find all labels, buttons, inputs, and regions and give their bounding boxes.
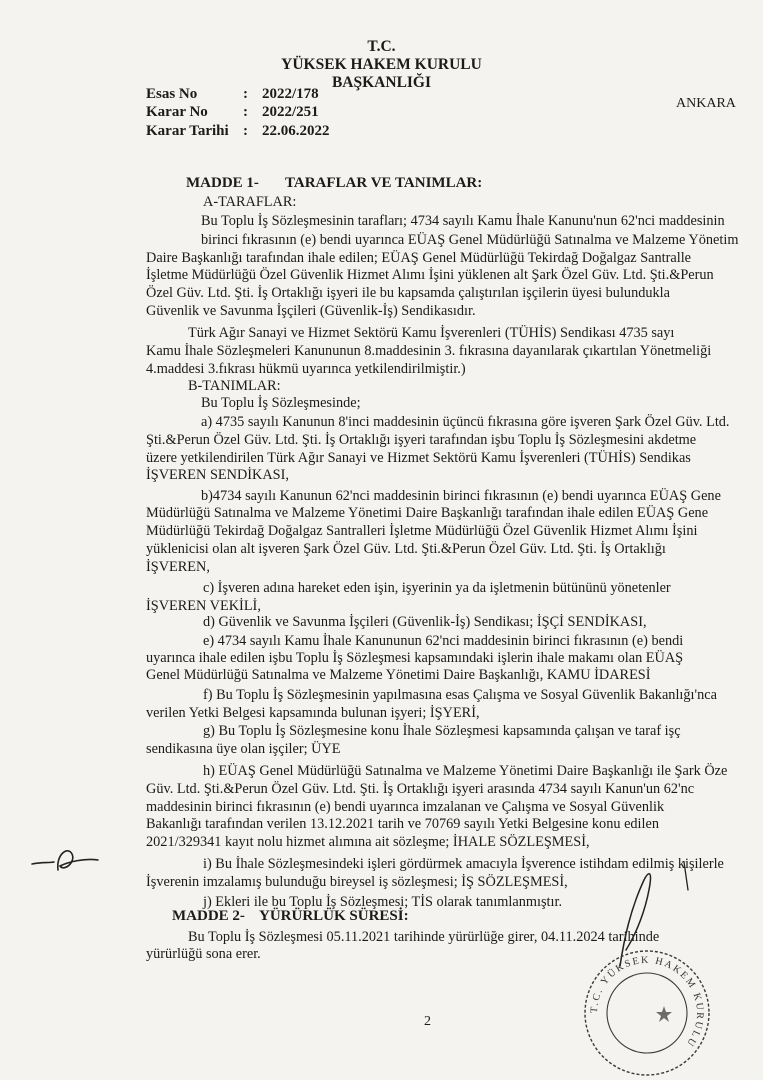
tarih-sep: : [243, 123, 248, 139]
body-line: verilen Yetki Belgesi kapsamında bulunan işyeri; İŞYERİ, [146, 705, 480, 721]
body-line: Şti.&Perun Özel Güv. Ltd. Şti. İş Ortaklığı işyeri tarafından işbu Toplu İş Sözleşmesini akdetme [146, 432, 697, 448]
madde1-title: TARAFLAR VE TANIMLAR: [285, 175, 483, 191]
city: ANKARA [676, 96, 736, 111]
body-line: 2021/329341 kayıt nolu hizmet alımına ait sözleşme; İHALE SÖZLEŞMESİ, [146, 834, 590, 850]
body-line: j) Ekleri ile bu Toplu İş Sözleşmesi; TİS olarak tanımlanmıştır. [203, 894, 563, 910]
tarih-label: Karar Tarihi [146, 123, 229, 139]
body-line: e) 4734 sayılı Kamu İhale Kanununun 62'nci maddesinin birinci fıkrasının (e) bendi [203, 633, 684, 649]
body-line: 4.maddesi 3.fıkrası hükmü uyarınca yetkilendirilmiştir.) [146, 361, 466, 377]
body-line: f) Bu Toplu İş Sözleşmesinin yapılmasına esas Çalışma ve Sosyal Güvenlik Bakanlığı'nca [203, 687, 717, 703]
body-line: Güv. Ltd. Şti.&Perun Özel Güv. Ltd. Şti. İş Ortaklığı işyeri arasında 4734 sayılı Kanun'un 62'nc [146, 781, 695, 797]
header-tc: T.C. [367, 38, 396, 55]
body-line: Genel Müdürlüğü Satınalma ve Malzeme Yönetimi Daire Başkanlığı, KAMU İDARESİ [146, 667, 651, 683]
header-institution: YÜKSEK HAKEM KURULU [281, 56, 482, 73]
body-line: Türk Ağır Sanayi ve Hizmet Sektörü Kamu İşverenleri (TÜHİS) Sendikası 4735 sayı [188, 325, 675, 341]
body-line: İŞVEREN VEKİLİ, [146, 598, 261, 614]
body-line: Bu Toplu İş Sözleşmesinde; [201, 395, 361, 411]
body-line: İşletme Müdürlüğü Özel Güvenlik Hizmet Alımı İşini yüklenen alt Şark Özel Güv. Ltd. Şti.&Perun [146, 267, 714, 283]
body-line: i) Bu İhale Sözleşmesindeki işleri gördürmek amacıyla İşverence istihdam edilmiş kişilerle [203, 856, 724, 872]
body-line: İŞVEREN SENDİKASI, [146, 467, 289, 483]
body-line: Daire Başkanlığı tarafından ihale edilen; EÜAŞ Genel Müdürlüğü Tekirdağ Doğalgaz Santralle [146, 250, 692, 266]
esas-sep: : [243, 86, 248, 102]
body-line: Bu Toplu İş Sözleşmesinin tarafları; 4734 sayılı Kamu İhale Kanunu'nun 62'nci maddesinin [201, 213, 725, 229]
esas-value: 2022/178 [262, 86, 319, 102]
body-line: maddesinin birinci fıkrasının (e) bendi uyarınca imzalanan ve Çalışma ve Sosyal Güvenlik [146, 799, 665, 815]
esas-label: Esas No [146, 86, 198, 102]
body-line: sendikasına üye olan işçiler; ÜYE [146, 741, 341, 757]
madde2-line: yürürlüğü sona erer. [146, 946, 261, 962]
body-line: Kamu İhale Sözleşmeleri Kanununun 8.maddesinin 3. fıkrasına dayanılarak çıkartılan Yönetmeliği [146, 343, 712, 359]
body-line: İŞVEREN, [146, 559, 210, 575]
body-line: a) 4735 sayılı Kanunun 8'inci maddesinin üçüncü fıkrasına göre işveren Şark Özel Güv. Ltd. [201, 414, 730, 430]
svg-text:T.C. YÜKSEK HAKEM KURULU [589, 955, 705, 1049]
madde2-line: Bu Toplu İş Sözleşmesi 05.11.2021 tarihinde yürürlüğe girer, 04.11.2024 tarihinde [188, 929, 660, 945]
body-line: g) Bu Toplu İş Sözleşmesine konu İhale Sözleşmesi kapsamında çalışan ve taraf işç [203, 723, 681, 739]
body-line: Müdürlüğü Satınalma ve Malzeme Yönetimi Daire Başkanlığı tarafından ihale edilen EÜAŞ Gene [146, 505, 709, 521]
body-line: yüklenicisi olan alt işveren Şark Özel Güv. Ltd. Şti.&Perun Özel Güv. Ltd. Şti. İş Ortaklığı [146, 541, 666, 557]
body-line: üzere yetkilendirilen Türk Ağır Sanayi ve Hizmet Sektörü Kamu İşverenleri (TÜHİS) Sendikas [146, 450, 691, 466]
tarih-value: 22.06.2022 [262, 123, 330, 139]
page-number: 2 [424, 1014, 431, 1029]
body-line: d) Güvenlik ve Savunma İşçileri (Güvenlik-İş) Sendikası; İŞÇİ SENDİKASI, [203, 614, 647, 630]
body-line: b)4734 sayılı Kanunun 62'nci maddesinin birinci fıkrasının (e) bendi uyarınca EÜAŞ Gene [201, 488, 721, 504]
body-line: birinci fıkrasının (e) bendi uyarınca EÜAŞ Genel Müdürlüğü Satınalma ve Malzeme Yönetim [201, 232, 739, 248]
body-line: Müdürlüğü Tekirdağ Doğalgaz Santralleri İşletme Müdürlüğü Özel Güvenlik Hizmet Alımı İşini [146, 523, 698, 539]
body-line: İşverenin imzalamış bulunduğu bireysel iş sözleşmesi; İŞ SÖZLEŞMESİ, [146, 874, 568, 890]
karar-value: 2022/251 [262, 104, 319, 120]
karar-label: Karar No [146, 104, 208, 120]
body-line: Güvenlik ve Savunma İşçileri (Güvenlik-İş) Sendikasıdır. [146, 303, 476, 319]
stamp-text: T.C. YÜKSEK HAKEM KURULU [588, 954, 706, 1050]
body-line: B-TANIMLAR: [188, 378, 281, 394]
madde2-title: YÜRÜRLÜK SÜRESİ: [259, 908, 409, 924]
body-line: c) İşveren adına hareket eden işin, işyerinin ya da işletmenin bütününü yönetenler [203, 580, 671, 596]
karar-sep: : [243, 104, 248, 120]
header-office: BAŞKANLIĞI [331, 74, 432, 91]
body-line: Özel Güv. Ltd. Şti. İş Ortaklığı işyeri ile bu kapsamda çalıştırılan işçilerin üyesi bulundukla [146, 285, 670, 301]
body-line: uyarınca ihale edilen işbu Toplu İş Sözleşmesi kapsamındaki işlerin ihale makamı olan EÜAŞ [146, 650, 684, 666]
official-stamp [580, 946, 714, 1080]
margin-initial-signature [28, 840, 108, 880]
body-line: Bakanlığı tarafından verilen 13.12.2021 tarih ve 70769 sayılı Yetki Belgesine konu edilen [146, 816, 659, 832]
madde2-number: MADDE 2- [172, 908, 245, 924]
body-line: h) EÜAŞ Genel Müdürlüğü Satınalma ve Malzeme Yönetimi Daire Başkanlığı ile Şark Öze [203, 763, 728, 779]
body-line: A-TARAFLAR: [203, 194, 297, 210]
madde1-number: MADDE 1- [186, 175, 259, 191]
